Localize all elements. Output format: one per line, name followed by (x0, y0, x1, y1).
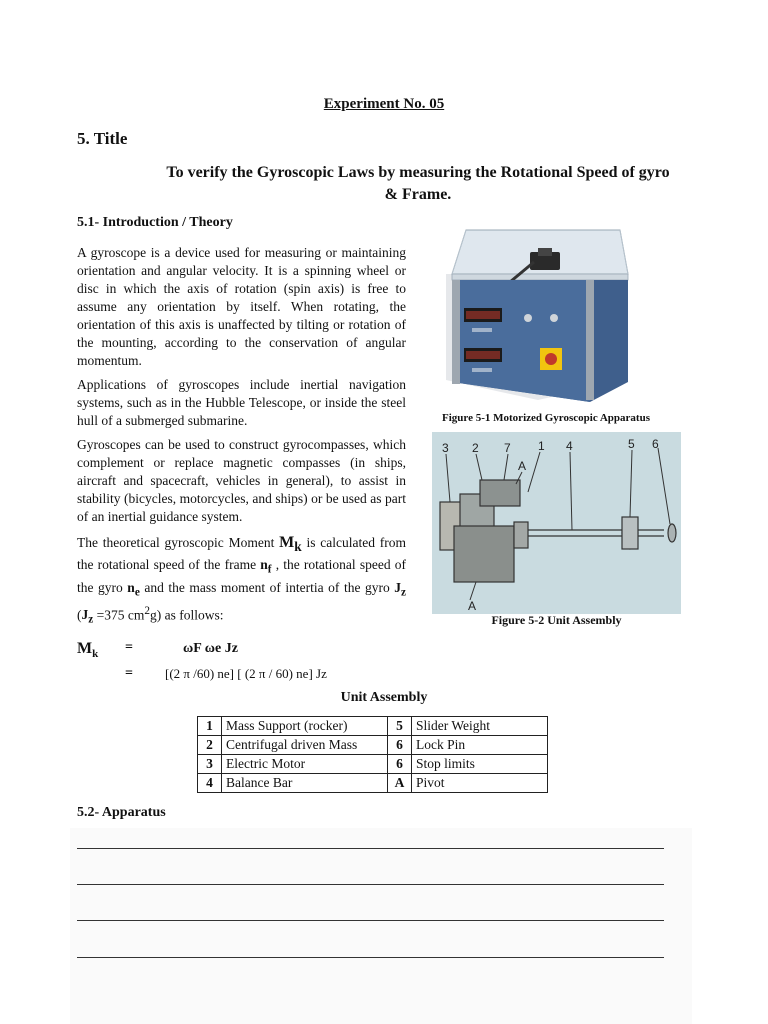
gyroscope-apparatus-photo (438, 222, 638, 404)
drawing-label: 3 (442, 441, 449, 455)
part-name: Mass Support (rocker) (222, 717, 388, 736)
section-heading: 5. Title (77, 129, 128, 148)
title-line-1: To verify the Gyroscopic Laws by measuring the Rotational Speed of gyro (166, 164, 670, 181)
part-number: 4 (198, 774, 222, 793)
answer-line[interactable] (77, 848, 664, 849)
part-number: A (388, 774, 412, 793)
part-name: Lock Pin (412, 736, 548, 755)
formula-equals-2: = (125, 666, 133, 681)
unit-assembly-table (197, 716, 548, 793)
part-name: Centrifugal driven Mass (222, 736, 388, 755)
intro-heading: 5.1- Introduction / Theory (77, 215, 233, 230)
intro-paragraph-1: A gyroscope is a device used for measuring or maintaining orientation and angular velocity. It is a spinning wheel or disc in which the axis of rotation (spin axis) is free to assume any orientation by itself. When rotating, the orientation of this axis is unaffected by tilting or rotation of the mounting, according to the conservation of angular momentum. (77, 245, 406, 368)
drawing-label: 7 (504, 441, 511, 455)
experiment-heading: Experiment No. 05 (323, 96, 445, 112)
part-number: 6 (388, 755, 412, 774)
table-row (198, 717, 548, 736)
part-number: 2 (198, 736, 222, 755)
intro-paragraph-4: The theoretical gyroscopic Moment $M_k$ is calculated from the rotational speed of the frame $n_f$ , the rotational speed of the gyro $n_e$ and the mass moment of intertia of the gyro $J_z$ ($J_z =375$ $cm^2g$) as follows: (77, 534, 406, 626)
figure-1-caption: Figure 5-1 Motorized Gyroscopic Apparatus (442, 412, 650, 424)
part-name: Balance Bar (222, 774, 388, 793)
table-row (198, 755, 548, 774)
title-line-2: & Frame. (384, 186, 452, 203)
unit-assembly-drawing (432, 432, 681, 614)
part-name: Stop limits (412, 755, 548, 774)
part-number: 6 (388, 736, 412, 755)
answer-line[interactable] (77, 884, 664, 885)
formula-row-1: ωF ωe Jz (183, 641, 238, 656)
intro-paragraph-3: Gyroscopes can be used to construct gyrocompasses, which complement or replace magnetic compasses (in ships, aircraft and spacecraft, vehicles in general), to assist in stability (bicycles, motorcycles, and ships) or be used as part of an inertial guidance system. (77, 437, 406, 524)
part-name: Pivot (412, 774, 548, 793)
drawing-label: A (468, 599, 477, 613)
drawing-label: A (518, 459, 527, 473)
intro-paragraph-2: Applications of gyroscopes include inertial navigation systems, such as in the Hubble Telescope, or inside the steel hull of a submerged submarine. (77, 377, 406, 428)
answer-area (70, 828, 692, 1024)
drawing-label: 5 (628, 437, 635, 451)
unit-table-title: Unit Assembly (340, 690, 428, 705)
formula-equals-1: = (125, 640, 133, 655)
formula-row-2: [(2 π /60) ne] [ (2 π / 60) ne] Jz (165, 666, 327, 681)
part-number: 5 (388, 717, 412, 736)
drawing-label: 6 (652, 437, 659, 451)
drawing-label: 2 (472, 441, 479, 455)
experiment-title (140, 162, 696, 206)
part-name: Electric Motor (222, 755, 388, 774)
table-row (198, 774, 548, 793)
part-number: 1 (198, 717, 222, 736)
answer-line[interactable] (77, 957, 664, 958)
drawing-label: 4 (566, 439, 573, 453)
apparatus-heading: 5.2- Apparatus (77, 805, 166, 820)
table-row (198, 736, 548, 755)
figure-2-caption: Figure 5-2 Unit Assembly (491, 613, 622, 627)
part-name: Slider Weight (412, 717, 548, 736)
answer-line[interactable] (77, 920, 664, 921)
formula-lhs: $M_k$ (77, 640, 99, 661)
part-number: 3 (198, 755, 222, 774)
drawing-label: 1 (538, 439, 545, 453)
